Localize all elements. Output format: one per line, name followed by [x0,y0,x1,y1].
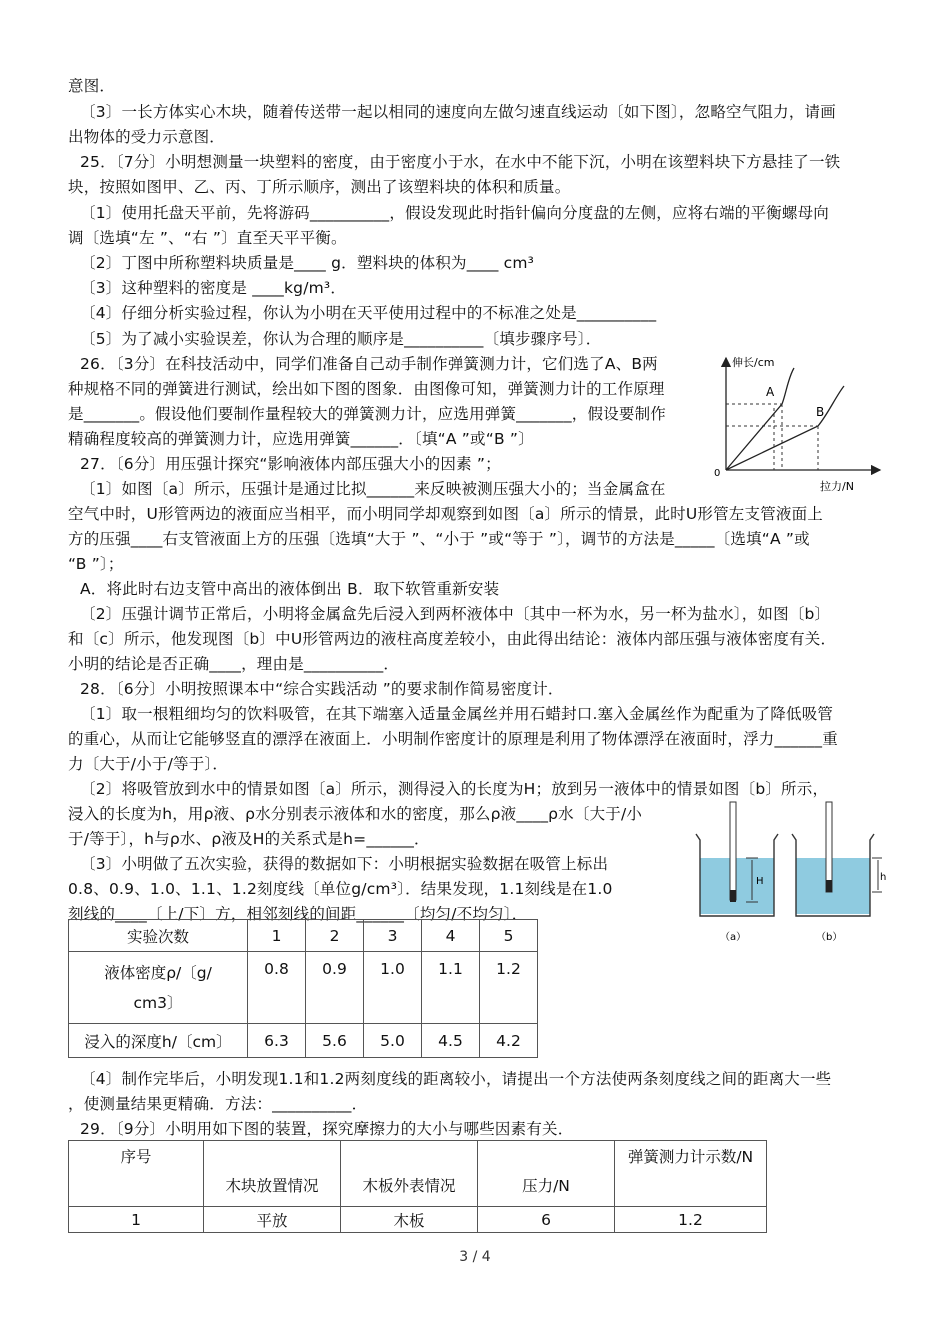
table-row [69,1141,767,1207]
label-a: A [766,385,775,399]
table-cell: 4.2 [480,1024,538,1058]
table-label-cell [69,952,248,1024]
table-header-cell: 4 [422,920,480,952]
text-line: 力〔大于/小于/等于〕． [68,755,229,773]
table-header-cell: 3 [364,920,422,952]
label-h: h [880,872,887,883]
label-H: H [756,876,764,887]
table-row [69,1024,538,1058]
text-line: 刻线的____〔上/下〕方，相邻刻线的间距______〔均匀/不均匀〕． [68,905,528,923]
text-line: 〔5〕为了减小实验误差，你认为合理的顺序是__________〔填步骤序号〕． [80,330,602,348]
graph-origin: 0 [714,468,721,479]
density-label-1: 液体密度ρ/〔g/ [104,963,212,982]
caption-b: （b） [816,932,843,943]
text-line: 〔2〕丁图中所称塑料块质量是____ g．塑料块的体积为____ cm³ [80,254,535,272]
table-row [69,920,538,952]
text-line: 29．〔9分〕小明用如下图的装置，探究摩擦力的大小与哪些因素有关． [80,1120,574,1138]
table-header-cell: 5 [480,920,538,952]
caption-a: （a） [720,932,747,943]
text-line: 块，按照如图甲、乙、丙、丁所示顺序，测出了该塑料块的体积和质量。 [68,178,571,196]
text-line: 28．〔6分〕小明按照课本中“综合实践活动 ”的要求制作简易密度计． [80,680,564,698]
spring-graph [710,352,890,502]
table-cell: 4.5 [422,1024,480,1058]
page-number: 3 / 4 [459,1249,491,1265]
text-line: 25．〔7分〕小明想测量一块塑料的密度，由于密度小于水，在水中不能下沉，小明在该塑料块下方悬挂了一铁 [80,153,841,171]
text-line: 〔3〕这种塑料的密度是 ____kg/m³． [80,279,347,297]
text-line: 〔1〕取一根粗细均匀的饮料吸管，在其下端塞入适量金属丝并用石蜡封口.塞入金属丝作为配重为了降低吸管 [80,705,834,723]
curve-a [726,368,794,470]
table-label-cell: 浸入的深度h/〔cm〕 [69,1024,248,1058]
text-line: 是_______。假设他们要制作量程较大的弹簧测力计，应选用弹簧_______，假设要制作 [68,405,667,423]
table-header-cell: 木板外表情况 [341,1141,478,1207]
text-line: 空气中时，U形管两边的液面应当相平，而小明同学却观察到如图〔a〕所示的情景，此时U形管左支管液面上 [68,505,823,523]
text-line: 〔3〕一长方体实心木块，随着传送带一起以相同的速度向左做匀速直线运动〔如下图〕，忽略空气阻力，请画 [80,103,836,121]
table-cell: 6.3 [248,1024,306,1058]
text-line: 意图． [68,77,116,95]
text-line: A．将此时右边支管中高出的液体倒出 B．取下软管重新安装 [80,580,500,598]
table-header-cell: 1 [248,920,306,952]
text-line: 的重心，从而让它能够竖直的漂浮在液面上．小明制作密度计的原理是利用了物体漂浮在液面时，浮力______重 [68,730,838,748]
text-line: 〔3〕小明做了五次实验，获得的数据如下：小明根据实验数据在吸管上标出 [80,855,609,873]
table-header-cell: 弹簧测力计示数/N [615,1141,767,1207]
text-line: “B ”〕； [68,555,124,573]
table-header-cell: 序号 [69,1141,204,1207]
table-cell: 5.0 [364,1024,422,1058]
table-header-cell: 木块放置情况 [204,1141,341,1207]
table-cell: 1.2 [615,1207,767,1233]
table-cell: 0.9 [306,952,364,1024]
table-cell: 6 [478,1207,615,1233]
text-line: ，使测量结果更精确．方法：__________． [68,1095,368,1113]
text-line: 和〔c〕所示，他发现图〔b〕中U形管两边的液柱高度差较小，由此得出结论：液体内部压强与液体密度有关． [68,630,837,648]
text-line: 〔2〕将吸管放到水中的情景如图〔a〕所示，测得浸入的长度为H；放到另一液体中的情景如图〔b〕所示， [80,780,829,798]
text-line: 出物体的受力示意图． [68,128,226,146]
table-cell: 1.1 [422,952,480,1024]
graph-ylabel: 伸长/cm [732,356,775,369]
table-cell: 木板 [341,1207,478,1233]
text-line: 精确程度较高的弹簧测力计，应选用弹簧______．〔填“A ”或“B ”〕 [68,430,534,448]
text-line: 0.8、0.9、1.0、1.1、1.2刻度线〔单位g/cm³〕．结果发现，1.1刻线是在1.0 [68,880,613,898]
density-label-2: cm3〕 [133,993,183,1012]
text-line: 小明的结论是否正确____，理由是__________． [68,655,400,673]
label-b: B [816,405,825,419]
text-line: 〔1〕如图〔a〕所示，压强计是通过比拟______来反映被测压强大小的；当金属盒在 [80,480,666,498]
table-header-cell: 压力/N [478,1141,615,1207]
text-line: 〔1〕使用托盘天平前，先将游码__________，假设发现此时指针偏向分度盘的左侧，应将右端的平衡螺母向 [80,204,829,222]
table-row [69,952,538,1024]
table-friction [68,1140,767,1233]
table-cell: 0.8 [248,952,306,1024]
text-line: 27．〔6分〕用压强计探究“影响液体内部压强大小的因素 ”； [80,455,501,473]
text-line: 调〔选填“左 ”、“右 ”〕直至天平平衡。 [68,229,347,247]
table-header-cell: 2 [306,920,364,952]
curve-b [726,386,844,470]
text-line: 种规格不同的弹簧进行测试，绘出如下图的图象．由图像可知，弹簧测力计的工作原理 [68,380,665,398]
text-line: 〔2〕压强计调节正常后，小明将金属盒先后浸入到两杯液体中〔其中一杯为水，另一杯为盐水〕，如图〔b〕 [80,605,831,623]
table-row [69,1207,767,1233]
graph-xlabel: 拉力/N [820,480,854,493]
table-cell: 平放 [204,1207,341,1233]
table-cell: 1.2 [480,952,538,1024]
table-cell: 1 [69,1207,204,1233]
text-line: 浸入的长度为h，用ρ液、ρ水分别表示液体和水的密度，那么ρ液____ρ水〔大于/小 [68,805,643,823]
table-cell: 5.6 [306,1024,364,1058]
table-header-cell: 实验次数 [69,920,248,952]
text-line: 于/等于〕，h与ρ水、ρ液及H的关系式是h=______． [68,830,430,848]
text-line: 26．〔3分〕在科技活动中，同学们准备自己动手制作弹簧测力计，它们选了A、B两 [80,355,658,373]
text-line: 〔4〕仔细分析实验过程，你认为小明在天平使用过程中的不标准之处是__________ [80,304,657,322]
beaker-figure [690,800,890,950]
text-line: 方的压强____右支管液面上方的压强〔选填“大于 ”、“小于 ”或“等于 ”〕，调节的方法是_____〔选填“A ”或 [68,530,810,548]
text-line: 〔4〕制作完毕后，小明发现1.1和1.2两刻度线的距离较小，请提出一个方法使两条刻度线之间的距离大一些 [80,1070,832,1088]
table-cell: 1.0 [364,952,422,1024]
table-densimeter [68,919,538,1058]
